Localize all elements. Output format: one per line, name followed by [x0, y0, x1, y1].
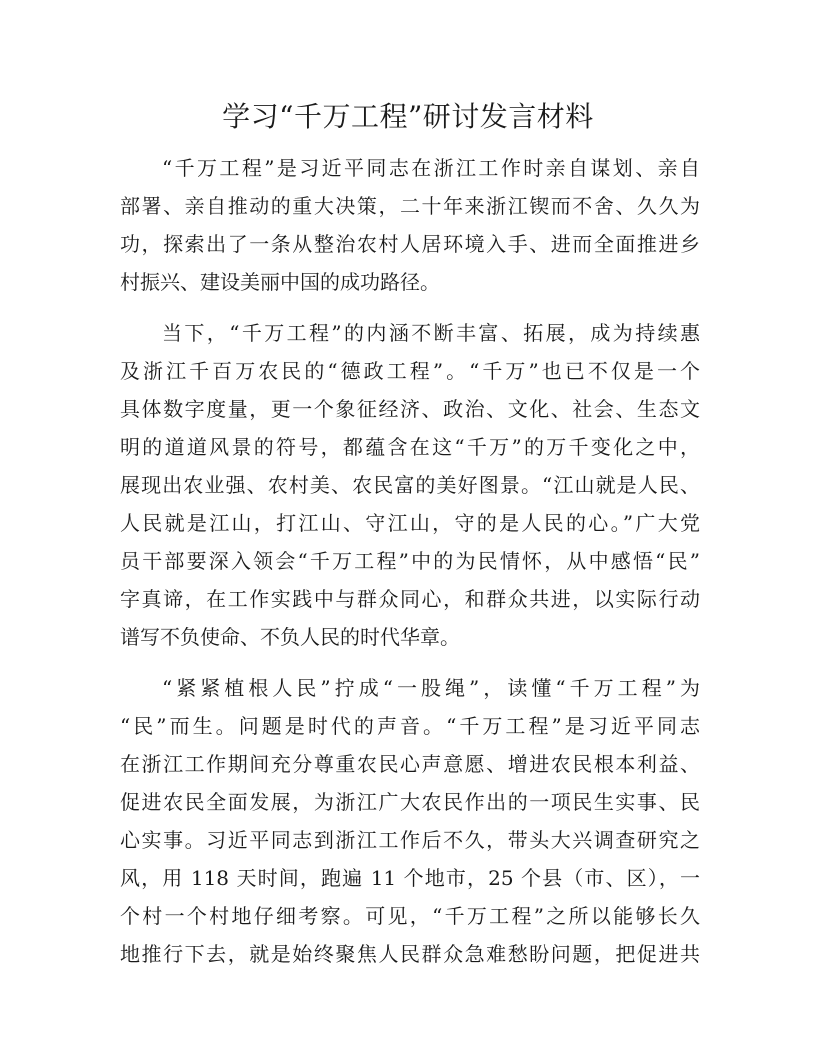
text-line: “民”而生。问题是时代的声音。“千万工程”是习近平同志: [120, 714, 700, 738]
paragraph-2: [120, 314, 700, 656]
text-line: 风，用 118 天时间，跑遍 11 个地市，25 个县（市、区），一: [120, 866, 700, 890]
text-line: 及浙江千百万农民的“德政工程”。“千万”也已不仅是一个: [120, 359, 700, 383]
text-line: 在浙江工作期间充分尊重农民心声意愿、增进农民根本利益、: [120, 752, 700, 776]
text-line: 村振兴、建设美丽中国的成功路径。: [120, 270, 440, 294]
text-line: 部署、亲自推动的重大决策，二十年来浙江锲而不舍、久久为: [120, 194, 700, 218]
text-line: 展现出农业强、农村美、农民富的美好图景。“江山就是人民、: [120, 473, 700, 497]
text-line: 心实事。习近平同志到浙江工作后不久，带头大兴调查研究之: [120, 828, 700, 852]
text-line: 地推行下去，就是始终聚焦人民群众急难愁盼问题，把促进共: [120, 942, 700, 966]
text-line: 谱写不负使命、不负人民的时代华章。: [120, 625, 460, 649]
text-line: 人民就是江山，打江山、守江山，守的是人民的心。”广大党: [120, 511, 700, 535]
text-line: 个村一个村地仔细考察。可见，“千万工程”之所以能够长久: [120, 904, 700, 928]
text-line: “紧紧植根人民”拧成“一股绳”，读懂“千万工程”为: [162, 676, 700, 700]
document-body: [120, 149, 700, 973]
text-line: 字真谛，在工作实践中与群众同心，和群众共进，以实际行动: [120, 587, 700, 611]
page-title: 学习“千万工程”研讨发言材料: [222, 100, 594, 133]
text-line: 明的道道风景的符号，都蕴含在这“千万”的万千变化之中，: [120, 435, 700, 459]
text-line: “千万工程”是习近平同志在浙江工作时亲自谋划、亲自: [162, 156, 700, 180]
paragraph-spacer: [120, 301, 700, 314]
text-line: 员干部要深入领会“千万工程”中的为民情怀，从中感悟“民”: [120, 549, 700, 573]
text-line: 具体数字度量，更一个象征经济、政治、文化、社会、生态文: [120, 397, 700, 421]
text-line: 功，探索出了一条从整治农村人居环境入手、进而全面推进乡: [120, 232, 700, 256]
paragraph-3: [120, 669, 700, 973]
text-line: 促进农民全面发展，为浙江广大农民作出的一项民生实事、民: [120, 790, 700, 814]
paragraph-1: [120, 149, 700, 301]
paragraph-spacer: [120, 656, 700, 669]
text-line: 当下，“千万工程”的内涵不断丰富、拓展，成为持续惠: [162, 321, 700, 345]
